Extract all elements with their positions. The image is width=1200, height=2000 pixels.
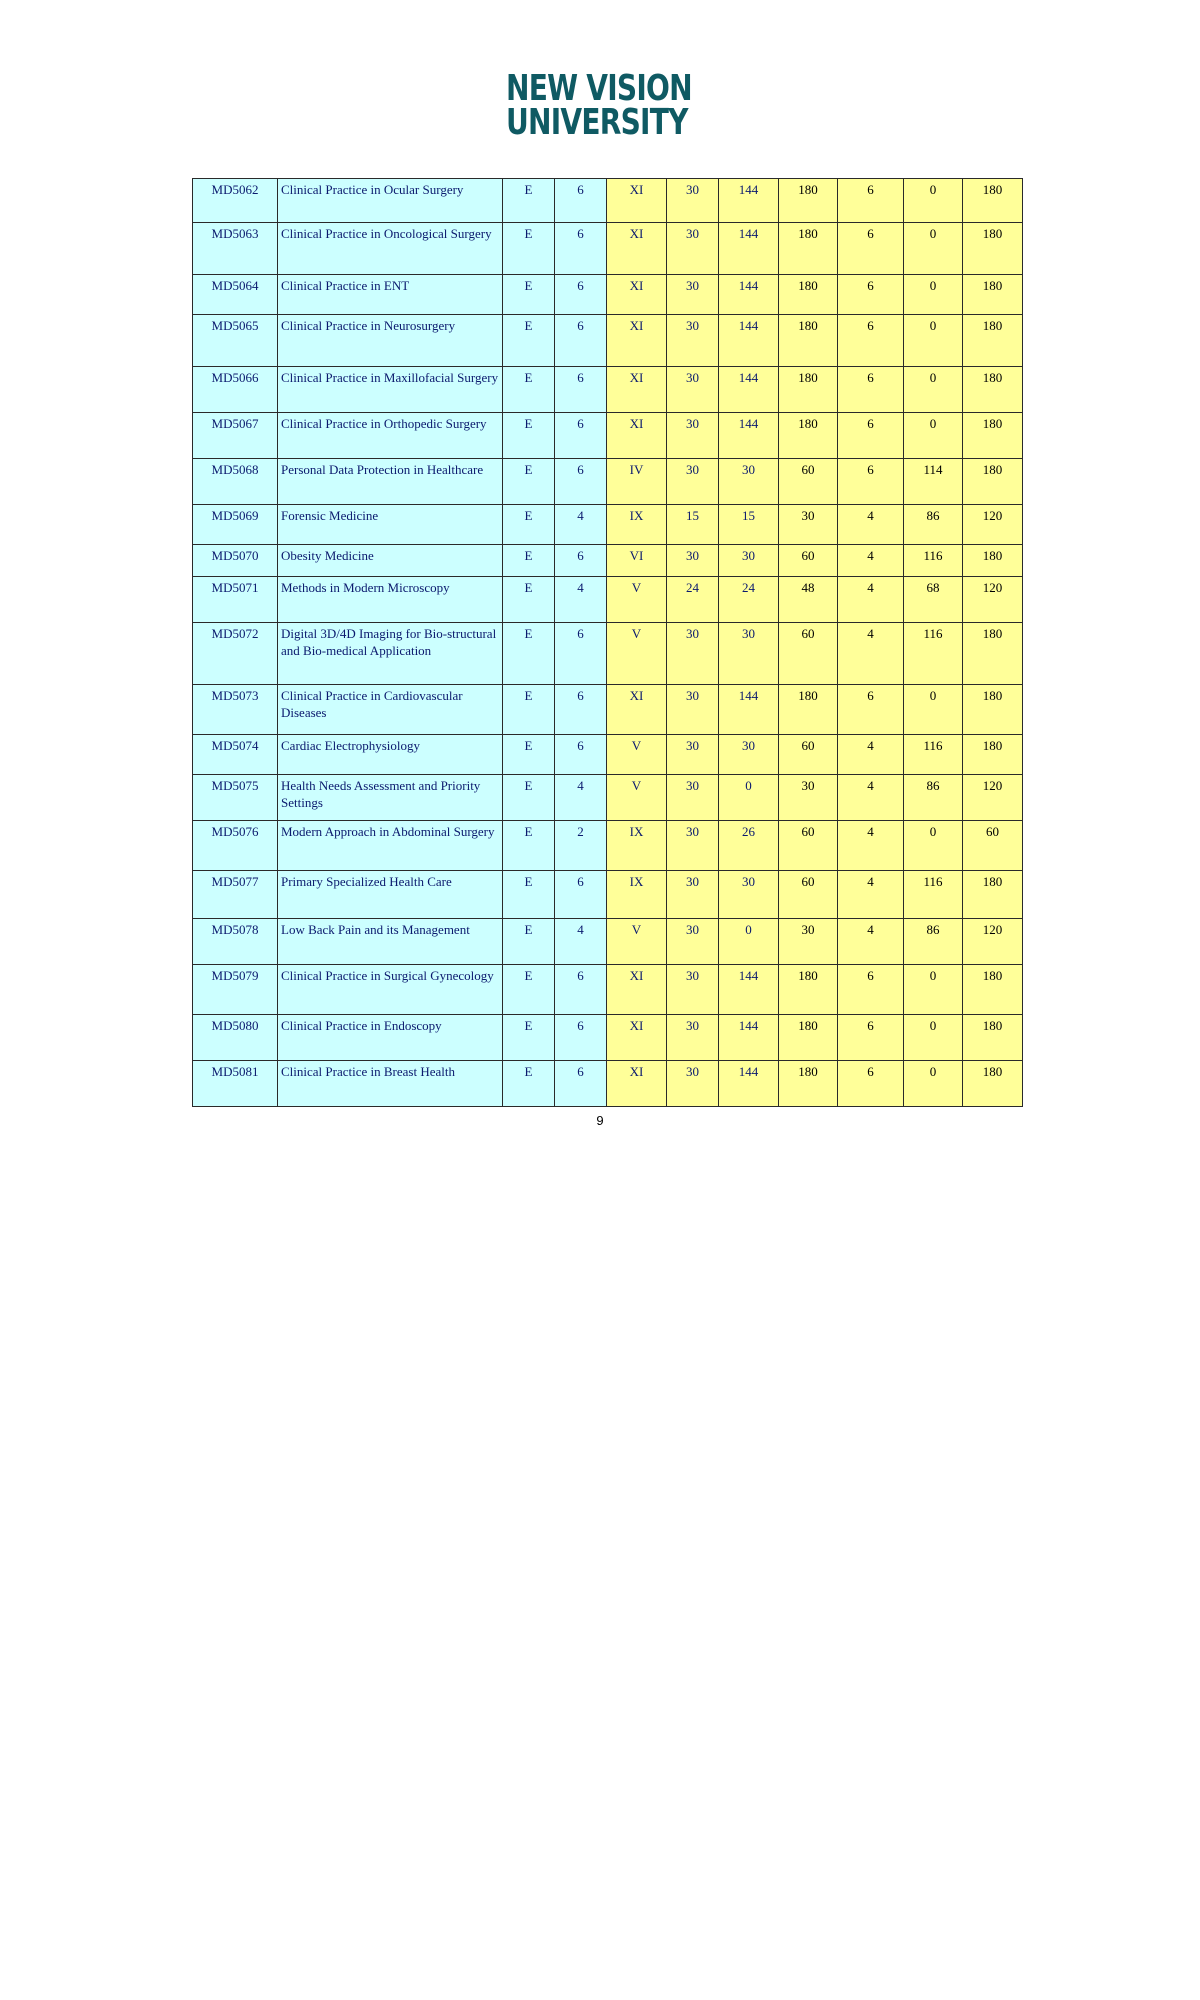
cell-ects: 4 (555, 919, 607, 965)
cell-hours-1: 30 (667, 685, 719, 735)
cell-code: MD5066 (193, 367, 278, 413)
cell-hours-3: 60 (779, 821, 838, 871)
cell-hours-3: 180 (779, 685, 838, 735)
cell-semester: IX (607, 871, 667, 919)
cell-hours-4: 4 (838, 919, 904, 965)
cell-hours-3: 60 (779, 735, 838, 775)
cell-title: Modern Approach in Abdominal Surgery (278, 821, 503, 871)
cell-hours-4: 6 (838, 1061, 904, 1107)
cell-hours-1: 30 (667, 821, 719, 871)
cell-semester: XI (607, 275, 667, 315)
cell-hours-2: 144 (719, 965, 779, 1015)
cell-code: MD5080 (193, 1015, 278, 1061)
cell-ects: 6 (555, 1061, 607, 1107)
cell-hours-6: 180 (963, 315, 1023, 367)
cell-ects: 4 (555, 577, 607, 623)
cell-hours-6: 180 (963, 1015, 1023, 1061)
cell-hours-5: 0 (904, 275, 963, 315)
cell-hours-3: 60 (779, 459, 838, 505)
cell-semester: XI (607, 413, 667, 459)
cell-hours-1: 30 (667, 735, 719, 775)
cell-hours-6: 180 (963, 685, 1023, 735)
cell-code: MD5065 (193, 315, 278, 367)
cell-hours-4: 6 (838, 275, 904, 315)
cell-hours-5: 0 (904, 315, 963, 367)
table-row (193, 275, 1023, 315)
cell-hours-6: 120 (963, 775, 1023, 821)
cell-semester: V (607, 735, 667, 775)
cell-hours-1: 30 (667, 315, 719, 367)
cell-code: MD5063 (193, 223, 278, 275)
cell-hours-6: 180 (963, 367, 1023, 413)
cell-hours-6: 180 (963, 1061, 1023, 1107)
cell-hours-5: 0 (904, 965, 963, 1015)
cell-title: Clinical Practice in Neurosurgery (278, 315, 503, 367)
cell-hours-3: 30 (779, 505, 838, 545)
cell-semester: IX (607, 821, 667, 871)
cell-code: MD5073 (193, 685, 278, 735)
cell-hours-2: 24 (719, 577, 779, 623)
cell-semester: VI (607, 545, 667, 577)
cell-code: MD5067 (193, 413, 278, 459)
cell-title: Obesity Medicine (278, 545, 503, 577)
cell-hours-2: 30 (719, 735, 779, 775)
cell-hours-5: 86 (904, 505, 963, 545)
cell-hours-2: 144 (719, 223, 779, 275)
cell-type: E (503, 623, 555, 685)
cell-hours-3: 180 (779, 413, 838, 459)
cell-hours-3: 180 (779, 179, 838, 223)
cell-semester: IX (607, 505, 667, 545)
cell-hours-6: 60 (963, 821, 1023, 871)
cell-hours-5: 116 (904, 735, 963, 775)
table-row (193, 685, 1023, 735)
cell-code: MD5068 (193, 459, 278, 505)
table-row (193, 459, 1023, 505)
cell-hours-5: 68 (904, 577, 963, 623)
cell-hours-1: 30 (667, 775, 719, 821)
cell-hours-5: 0 (904, 223, 963, 275)
cell-hours-3: 60 (779, 871, 838, 919)
cell-hours-1: 30 (667, 223, 719, 275)
cell-hours-4: 4 (838, 545, 904, 577)
cell-hours-6: 180 (963, 459, 1023, 505)
cell-type: E (503, 505, 555, 545)
table-row (193, 623, 1023, 685)
cell-title: Cardiac Electrophysiology (278, 735, 503, 775)
cell-hours-3: 30 (779, 775, 838, 821)
cell-hours-1: 30 (667, 623, 719, 685)
cell-code: MD5069 (193, 505, 278, 545)
cell-code: MD5072 (193, 623, 278, 685)
cell-hours-3: 48 (779, 577, 838, 623)
cell-code: MD5062 (193, 179, 278, 223)
cell-hours-4: 4 (838, 871, 904, 919)
cell-title: Personal Data Protection in Healthcare (278, 459, 503, 505)
cell-semester: V (607, 577, 667, 623)
cell-hours-1: 30 (667, 413, 719, 459)
cell-code: MD5075 (193, 775, 278, 821)
cell-hours-1: 15 (667, 505, 719, 545)
cell-type: E (503, 735, 555, 775)
table-row (193, 919, 1023, 965)
cell-hours-2: 30 (719, 545, 779, 577)
table-row (193, 179, 1023, 223)
cell-type: E (503, 965, 555, 1015)
cell-hours-4: 4 (838, 775, 904, 821)
cell-hours-6: 180 (963, 965, 1023, 1015)
cell-hours-5: 0 (904, 1015, 963, 1061)
cell-hours-5: 116 (904, 623, 963, 685)
cell-hours-4: 6 (838, 1015, 904, 1061)
cell-hours-3: 180 (779, 1061, 838, 1107)
cell-code: MD5074 (193, 735, 278, 775)
cell-title: Clinical Practice in Surgical Gynecology (278, 965, 503, 1015)
table-row (193, 367, 1023, 413)
cell-ects: 6 (555, 179, 607, 223)
cell-hours-4: 6 (838, 459, 904, 505)
cell-hours-4: 4 (838, 577, 904, 623)
cell-type: E (503, 223, 555, 275)
cell-ects: 6 (555, 545, 607, 577)
cell-ects: 6 (555, 965, 607, 1015)
cell-semester: XI (607, 223, 667, 275)
cell-hours-1: 30 (667, 871, 719, 919)
cell-hours-3: 180 (779, 367, 838, 413)
cell-hours-4: 4 (838, 623, 904, 685)
cell-hours-5: 0 (904, 179, 963, 223)
cell-hours-3: 180 (779, 1015, 838, 1061)
cell-hours-2: 0 (719, 775, 779, 821)
cell-type: E (503, 413, 555, 459)
cell-semester: IV (607, 459, 667, 505)
cell-hours-1: 30 (667, 965, 719, 1015)
cell-semester: XI (607, 965, 667, 1015)
table-row (193, 1061, 1023, 1107)
cell-semester: XI (607, 367, 667, 413)
cell-type: E (503, 919, 555, 965)
cell-hours-6: 120 (963, 577, 1023, 623)
cell-type: E (503, 275, 555, 315)
cell-hours-6: 180 (963, 735, 1023, 775)
cell-code: MD5070 (193, 545, 278, 577)
cell-type: E (503, 179, 555, 223)
cell-hours-6: 120 (963, 919, 1023, 965)
table-row (193, 871, 1023, 919)
course-table (192, 178, 1023, 1107)
cell-title: Clinical Practice in Orthopedic Surgery (278, 413, 503, 459)
cell-type: E (503, 1015, 555, 1061)
cell-ects: 6 (555, 315, 607, 367)
table-row (193, 223, 1023, 275)
table-row (193, 965, 1023, 1015)
cell-ects: 2 (555, 821, 607, 871)
cell-title: Methods in Modern Microscopy (278, 577, 503, 623)
course-table-body (193, 179, 1023, 1107)
cell-hours-4: 6 (838, 965, 904, 1015)
cell-type: E (503, 775, 555, 821)
cell-hours-2: 15 (719, 505, 779, 545)
cell-hours-2: 30 (719, 623, 779, 685)
cell-semester: XI (607, 1061, 667, 1107)
cell-hours-6: 180 (963, 413, 1023, 459)
cell-semester: XI (607, 315, 667, 367)
cell-title: Primary Specialized Health Care (278, 871, 503, 919)
cell-hours-2: 30 (719, 871, 779, 919)
cell-hours-6: 180 (963, 179, 1023, 223)
cell-ects: 6 (555, 413, 607, 459)
cell-hours-1: 30 (667, 179, 719, 223)
cell-hours-5: 0 (904, 685, 963, 735)
cell-hours-1: 30 (667, 545, 719, 577)
cell-ects: 6 (555, 685, 607, 735)
table-row (193, 545, 1023, 577)
cell-hours-5: 0 (904, 367, 963, 413)
university-logo (500, 70, 700, 142)
cell-hours-3: 180 (779, 315, 838, 367)
cell-ects: 6 (555, 223, 607, 275)
cell-hours-4: 6 (838, 179, 904, 223)
cell-ects: 6 (555, 367, 607, 413)
cell-ects: 6 (555, 623, 607, 685)
cell-hours-3: 180 (779, 275, 838, 315)
table-row (193, 577, 1023, 623)
cell-code: MD5077 (193, 871, 278, 919)
cell-title: Digital 3D/4D Imaging for Bio-structural and Bio-medical Application (278, 623, 503, 685)
cell-code: MD5079 (193, 965, 278, 1015)
cell-ects: 4 (555, 505, 607, 545)
cell-hours-2: 26 (719, 821, 779, 871)
table-row (193, 505, 1023, 545)
cell-ects: 6 (555, 871, 607, 919)
cell-type: E (503, 871, 555, 919)
cell-hours-4: 6 (838, 685, 904, 735)
cell-hours-1: 24 (667, 577, 719, 623)
cell-semester: XI (607, 685, 667, 735)
cell-semester: V (607, 919, 667, 965)
cell-ects: 6 (555, 275, 607, 315)
cell-hours-4: 4 (838, 821, 904, 871)
logo-line-1: NEW VISION (506, 68, 692, 109)
cell-code: MD5064 (193, 275, 278, 315)
cell-hours-2: 144 (719, 413, 779, 459)
cell-title: Clinical Practice in Ocular Surgery (278, 179, 503, 223)
cell-hours-2: 144 (719, 1015, 779, 1061)
cell-hours-2: 144 (719, 315, 779, 367)
cell-type: E (503, 577, 555, 623)
cell-hours-2: 144 (719, 179, 779, 223)
cell-hours-6: 180 (963, 223, 1023, 275)
cell-type: E (503, 367, 555, 413)
cell-type: E (503, 545, 555, 577)
cell-semester: V (607, 775, 667, 821)
table-row (193, 735, 1023, 775)
page-number: 9 (596, 1113, 604, 1128)
cell-hours-3: 60 (779, 545, 838, 577)
cell-hours-5: 0 (904, 413, 963, 459)
cell-hours-3: 180 (779, 965, 838, 1015)
cell-type: E (503, 459, 555, 505)
cell-title: Clinical Practice in Oncological Surgery (278, 223, 503, 275)
cell-hours-1: 30 (667, 459, 719, 505)
cell-hours-5: 114 (904, 459, 963, 505)
cell-hours-2: 0 (719, 919, 779, 965)
cell-hours-5: 0 (904, 821, 963, 871)
cell-hours-2: 144 (719, 1061, 779, 1107)
cell-semester: XI (607, 179, 667, 223)
cell-title: Clinical Practice in Maxillofacial Surgery (278, 367, 503, 413)
cell-hours-4: 6 (838, 315, 904, 367)
cell-hours-3: 30 (779, 919, 838, 965)
cell-semester: XI (607, 1015, 667, 1061)
cell-hours-3: 180 (779, 223, 838, 275)
cell-type: E (503, 315, 555, 367)
table-row (193, 775, 1023, 821)
cell-hours-6: 180 (963, 871, 1023, 919)
cell-ects: 4 (555, 775, 607, 821)
cell-semester: V (607, 623, 667, 685)
cell-hours-6: 180 (963, 623, 1023, 685)
cell-hours-1: 30 (667, 1015, 719, 1061)
cell-title: Health Needs Assessment and Priority Settings (278, 775, 503, 821)
cell-code: MD5081 (193, 1061, 278, 1107)
cell-type: E (503, 1061, 555, 1107)
cell-hours-4: 6 (838, 367, 904, 413)
cell-hours-5: 116 (904, 871, 963, 919)
cell-hours-6: 120 (963, 505, 1023, 545)
logo-line-2: UNIVERSITY (506, 102, 688, 143)
table-row (193, 821, 1023, 871)
cell-hours-5: 86 (904, 775, 963, 821)
cell-hours-4: 4 (838, 735, 904, 775)
logo-wordmark (506, 68, 692, 143)
cell-ects: 6 (555, 735, 607, 775)
cell-hours-5: 116 (904, 545, 963, 577)
cell-hours-5: 86 (904, 919, 963, 965)
cell-title: Clinical Practice in ENT (278, 275, 503, 315)
cell-hours-1: 30 (667, 919, 719, 965)
table-row (193, 315, 1023, 367)
cell-title: Clinical Practice in Endoscopy (278, 1015, 503, 1061)
cell-hours-1: 30 (667, 367, 719, 413)
cell-type: E (503, 821, 555, 871)
cell-title: Forensic Medicine (278, 505, 503, 545)
cell-code: MD5078 (193, 919, 278, 965)
cell-hours-3: 60 (779, 623, 838, 685)
cell-title: Clinical Practice in Cardiovascular Diseases (278, 685, 503, 735)
cell-code: MD5071 (193, 577, 278, 623)
cell-hours-5: 0 (904, 1061, 963, 1107)
table-row (193, 1015, 1023, 1061)
cell-ects: 6 (555, 459, 607, 505)
cell-hours-4: 6 (838, 223, 904, 275)
cell-hours-1: 30 (667, 1061, 719, 1107)
cell-hours-2: 144 (719, 367, 779, 413)
cell-hours-6: 180 (963, 275, 1023, 315)
cell-hours-6: 180 (963, 545, 1023, 577)
cell-code: MD5076 (193, 821, 278, 871)
cell-hours-4: 4 (838, 505, 904, 545)
cell-title: Low Back Pain and its Management (278, 919, 503, 965)
cell-hours-4: 6 (838, 413, 904, 459)
cell-hours-2: 144 (719, 275, 779, 315)
cell-hours-1: 30 (667, 275, 719, 315)
cell-title: Clinical Practice in Breast Health (278, 1061, 503, 1107)
cell-type: E (503, 685, 555, 735)
cell-hours-2: 30 (719, 459, 779, 505)
table-row (193, 413, 1023, 459)
cell-hours-2: 144 (719, 685, 779, 735)
cell-ects: 6 (555, 1015, 607, 1061)
